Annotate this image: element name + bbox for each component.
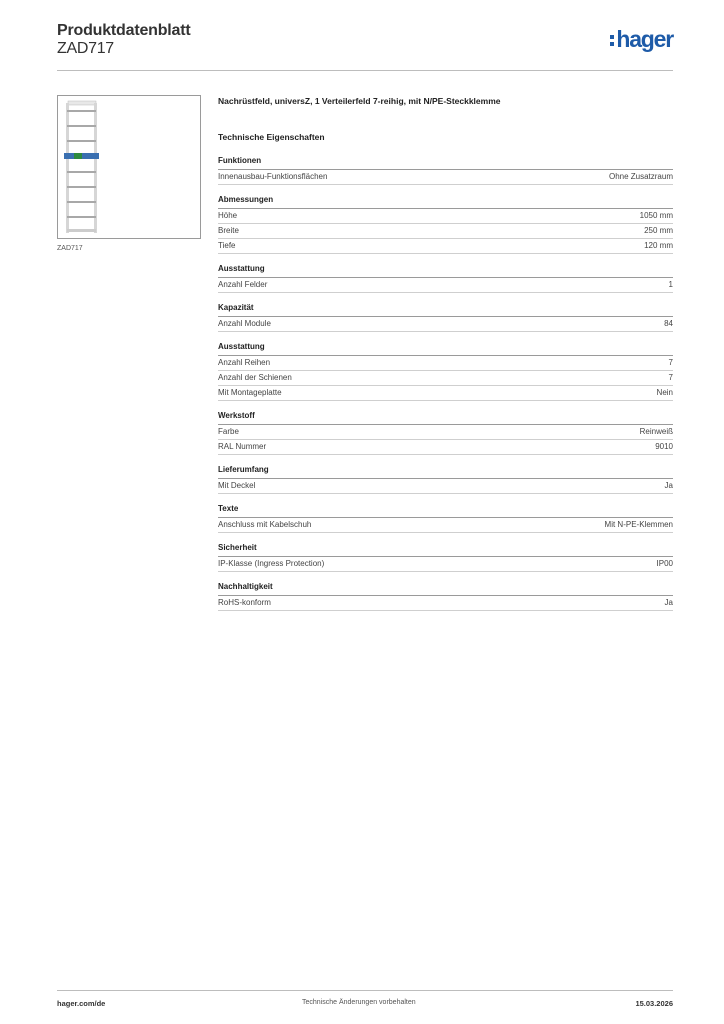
group-title: Kapazität (218, 303, 673, 317)
footer-website: hager.com/de (57, 999, 106, 1008)
footer-date: 15.03.2026 (635, 999, 673, 1008)
property-value: Ohne Zusatzraum (608, 172, 673, 181)
property-row (218, 425, 673, 440)
image-caption: ZAD717 (57, 245, 83, 252)
group-title: Nachhaltigkeit (218, 582, 673, 596)
document-title: Produktdatenblatt (57, 22, 191, 39)
property-value: Ja (664, 481, 673, 490)
property-row (218, 278, 673, 293)
property-label: Anzahl der Schienen (218, 373, 292, 382)
property-value: 1 (668, 280, 673, 289)
property-row (218, 479, 673, 494)
property-label: Anschluss mit Kabelschuh (218, 520, 312, 529)
property-label: Tiefe (218, 241, 236, 250)
group-title: Lieferumfang (218, 465, 673, 479)
property-row (218, 224, 673, 239)
property-label: IP-Klasse (Ingress Protection) (218, 559, 325, 568)
logo-text: hager (616, 26, 673, 52)
group-title: Ausstattung (218, 264, 673, 278)
property-label: Höhe (218, 211, 238, 220)
logo-dots-icon (610, 35, 614, 46)
property-label: Breite (218, 226, 239, 235)
hager-logo (610, 28, 673, 51)
product-description: Nachrüstfeld, universZ, 1 Verteilerfeld 7-reihig, mit N/PE-Steckklemme (218, 96, 501, 106)
page-header (57, 20, 673, 71)
group-title: Ausstattung (218, 342, 673, 356)
section-heading: Technische Eigenschaften (218, 132, 325, 142)
property-value: 1050 mm (639, 211, 673, 220)
property-value: 120 mm (644, 241, 673, 250)
property-label: Innenausbau-Funktionsflächen (218, 172, 328, 181)
product-code: ZAD717 (57, 40, 114, 57)
property-row (218, 518, 673, 533)
page-footer (57, 990, 673, 1008)
property-row (218, 557, 673, 572)
property-value: 7 (668, 358, 673, 367)
property-row (218, 440, 673, 455)
property-row (218, 209, 673, 224)
group-title: Sicherheit (218, 543, 673, 557)
property-label: Anzahl Module (218, 319, 271, 328)
property-row (218, 239, 673, 254)
distribution-panel-image (58, 96, 200, 238)
property-value: Ja (664, 598, 673, 607)
property-row (218, 386, 673, 401)
property-row (218, 371, 673, 386)
property-value: Reinweiß (639, 427, 673, 436)
property-label: RAL Nummer (218, 442, 267, 451)
product-content (218, 96, 673, 611)
property-label: Anzahl Felder (218, 280, 268, 289)
property-value: 7 (668, 373, 673, 382)
property-value: Nein (656, 388, 673, 397)
property-label: Mit Deckel (218, 481, 256, 490)
group-title: Funktionen (218, 156, 673, 170)
property-value: 250 mm (644, 226, 673, 235)
group-title: Texte (218, 504, 673, 518)
product-image (57, 95, 201, 239)
footer-notice: Technische Änderungen vorbehalten (302, 999, 416, 1006)
property-label: Anzahl Reihen (218, 358, 271, 367)
property-row (218, 170, 673, 185)
property-row (218, 356, 673, 371)
property-row (218, 596, 673, 611)
group-title: Abmessungen (218, 195, 673, 209)
property-value: Mit N-PE-Klemmen (604, 520, 673, 529)
property-label: Farbe (218, 427, 239, 436)
property-label: Mit Montageplatte (218, 388, 282, 397)
group-title: Werkstoff (218, 411, 673, 425)
property-value: 84 (664, 319, 673, 328)
property-label: RoHS-konform (218, 598, 271, 607)
property-row (218, 317, 673, 332)
property-groups (218, 156, 673, 611)
property-value: 9010 (655, 442, 673, 451)
property-value: IP00 (656, 559, 673, 568)
